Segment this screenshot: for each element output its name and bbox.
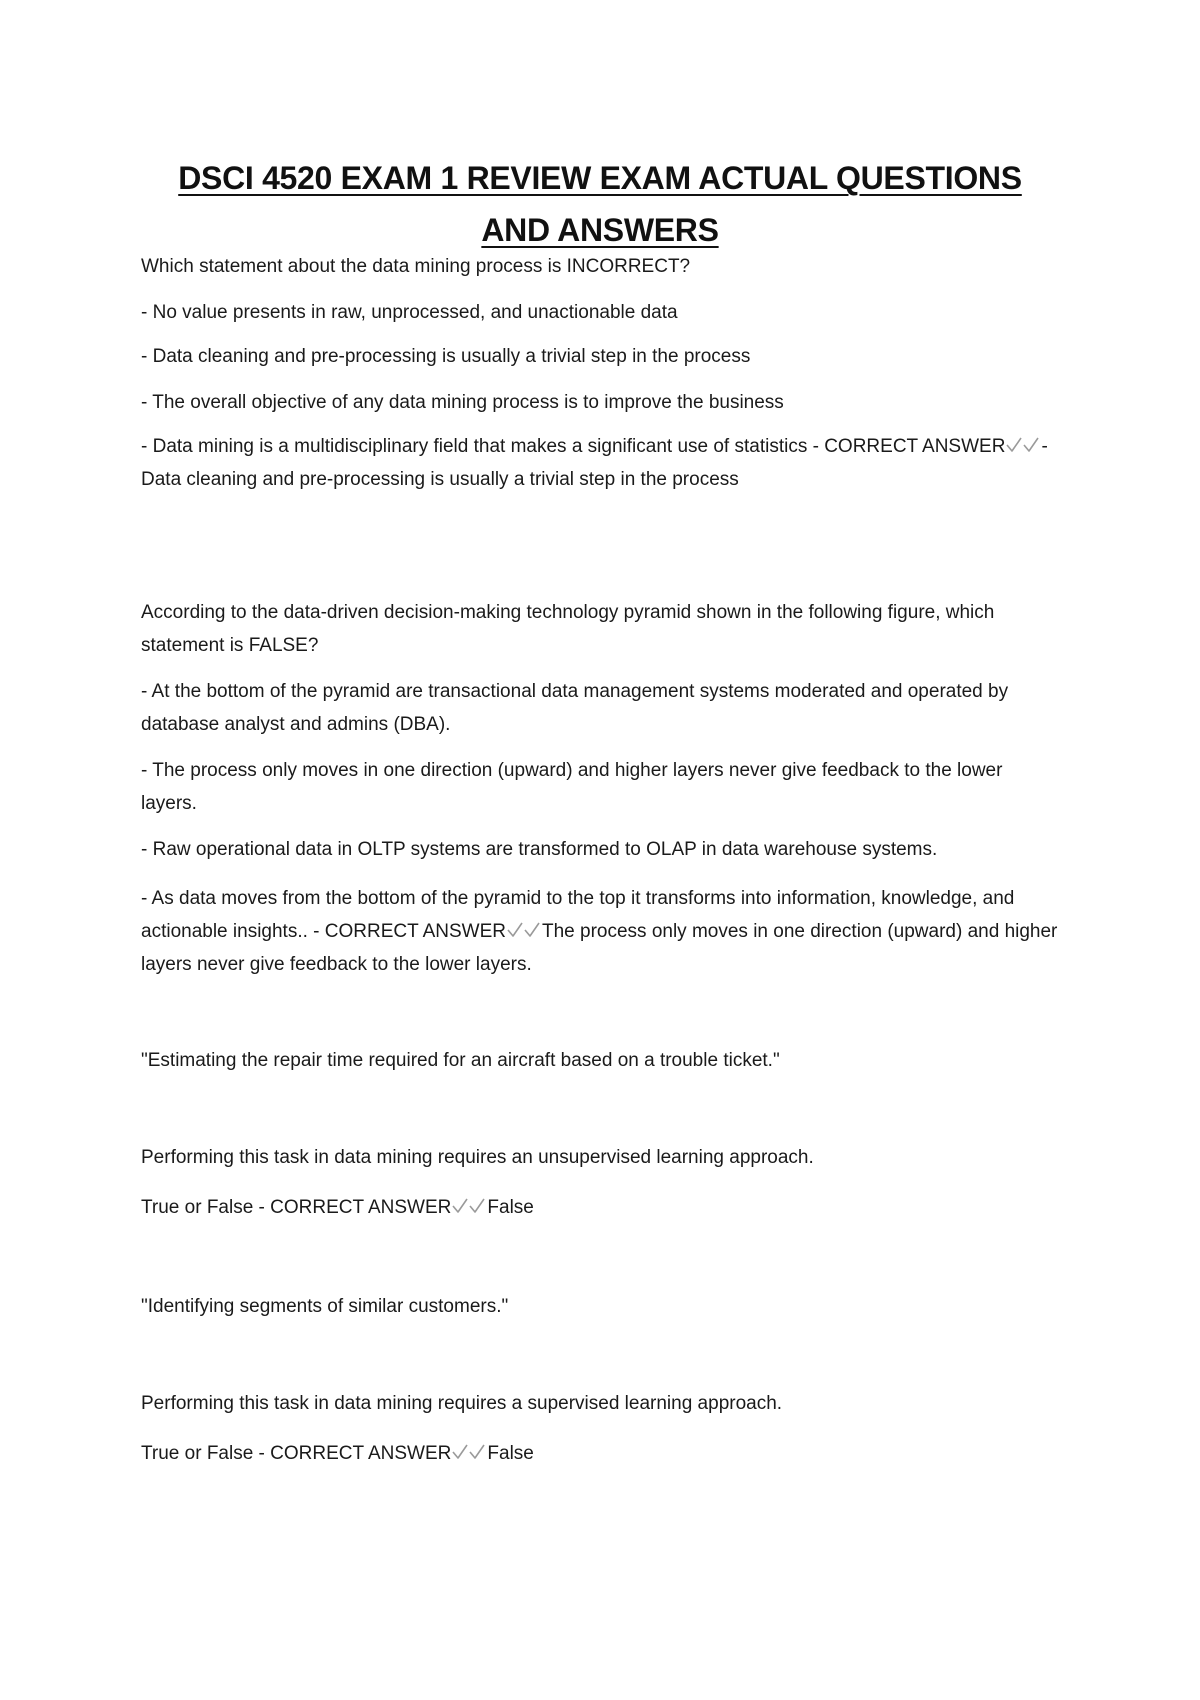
question-2-option-1: - At the bottom of the pyramid are transactional data management systems moderated and operated by database analyst and admins (DBA). — [141, 681, 1009, 735]
double-check-icon — [451, 1197, 487, 1215]
question-4-prompt: Performing this task in data mining requires a supervised learning approach. — [141, 1393, 783, 1414]
question-1-option-2: - Data cleaning and pre-processing is usually a trivial step in the process — [141, 346, 751, 367]
question-2-answer: The process only moves in one direction (upward) and higher layers never give feedback to the lower layers. — [141, 921, 1058, 975]
question-1-option-4: - Data mining is a multidisciplinary field that makes a significant use of statistics - CORRECT ANSWER — [141, 436, 1006, 457]
double-check-icon — [1005, 436, 1041, 454]
question-1-option-1: - No value presents in raw, unprocessed, and unactionable data — [141, 302, 678, 323]
question-2-prompt: According to the data-driven decision-making technology pyramid shown in the following figure, which statement is FALSE? — [141, 602, 995, 656]
question-1-option-3: - The overall objective of any data mining process is to improve the business — [141, 392, 784, 413]
question-3-answer-line — [141, 1191, 1061, 1224]
question-2-option-3: - Raw operational data in OLTP systems are transformed to OLAP in data warehouse systems. — [141, 839, 938, 860]
question-4-tf-label: True or False - CORRECT ANSWER — [141, 1443, 452, 1464]
question-2-option-4-with-answer — [141, 882, 1061, 981]
question-1-prompt: Which statement about the data mining process is INCORRECT? — [141, 256, 691, 277]
question-4-answer: False — [487, 1443, 534, 1464]
question-3-prompt: Performing this task in data mining requires an unsupervised learning approach. — [141, 1147, 814, 1168]
question-2-option-4: - As data moves from the bottom of the pyramid to the top it transforms into information, knowledge, and actionable insights.. - CORRECT ANSWER — [141, 888, 1015, 942]
question-4-answer-line — [141, 1437, 1061, 1470]
question-2-option-2: - The process only moves in one direction (upward) and higher layers never give feedback to the lower layers. — [141, 760, 1003, 814]
question-1-answer: - Data cleaning and pre-processing is usually a trivial step in the process — [141, 436, 1048, 490]
double-check-icon — [451, 1443, 487, 1461]
question-4-scenario: "Identifying segments of similar customers." — [141, 1296, 509, 1317]
document-title: DSCI 4520 EXAM 1 REVIEW EXAM ACTUAL QUESTIONS AND ANSWERS — [178, 160, 1022, 248]
question-1-option-4-with-answer — [141, 430, 1061, 496]
double-check-icon — [506, 921, 542, 939]
question-3-answer: False — [487, 1197, 534, 1218]
question-3-tf-label: True or False - CORRECT ANSWER — [141, 1197, 452, 1218]
question-3-scenario: "Estimating the repair time required for an aircraft based on a trouble ticket." — [141, 1050, 780, 1071]
